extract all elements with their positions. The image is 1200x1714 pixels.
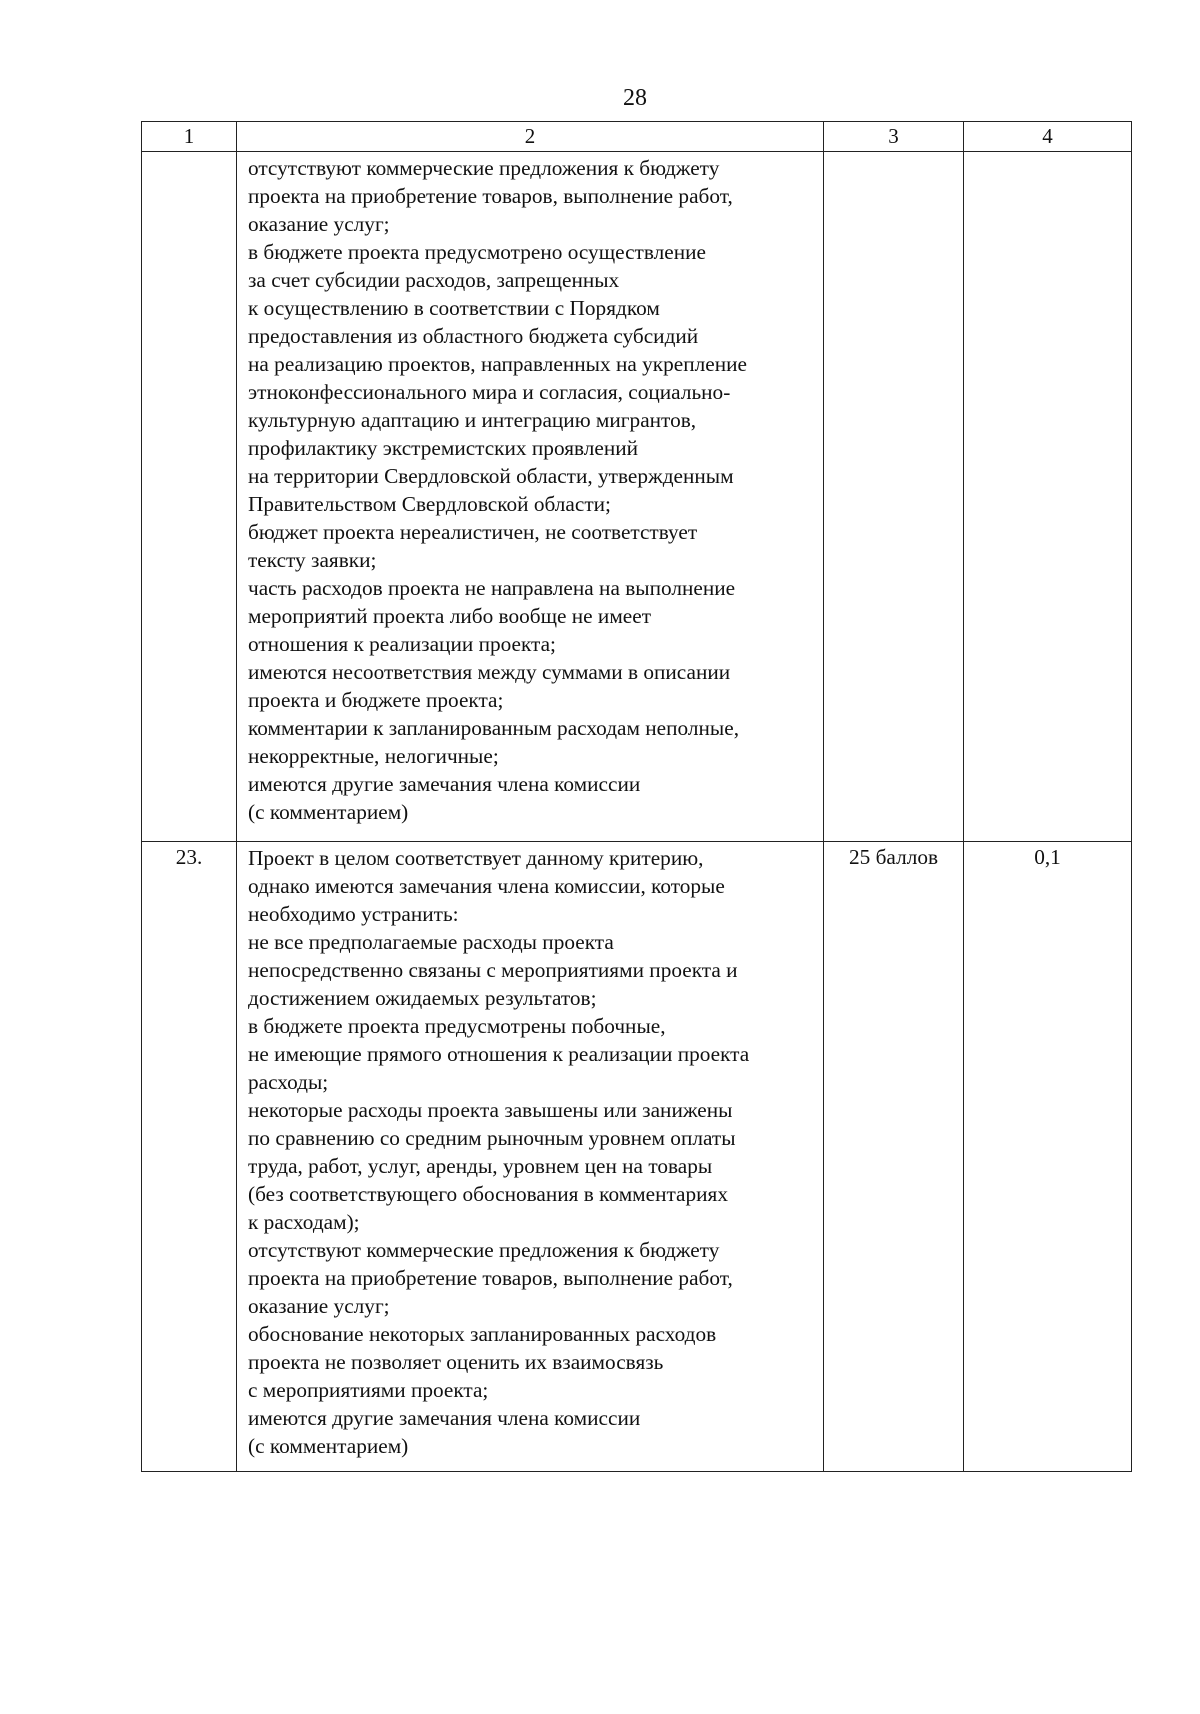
description-line: бюджет проекта нереалистичен, не соответствует — [248, 520, 698, 544]
description-line: мероприятий проекта либо вообще не имеет — [248, 604, 652, 628]
description-line: некорректные, нелогичные; — [248, 744, 499, 768]
description-line: на территории Свердловской области, утвержденным — [248, 464, 734, 488]
description-line: некоторые расходы проекта завышены или занижены — [248, 1098, 733, 1122]
row-number: 23. — [142, 842, 237, 1472]
page-number: 28 — [623, 85, 647, 111]
description-line: (с комментарием) — [248, 1434, 409, 1458]
description-line: по сравнению со средним рыночным уровнем оплаты — [248, 1126, 736, 1150]
description-line: в бюджете проекта предусмотрены побочные, — [248, 1014, 666, 1038]
description-line: проекта и бюджете проекта; — [248, 688, 504, 712]
description-line: оказание услуг; — [248, 1294, 390, 1318]
description-line: расходы; — [248, 1070, 329, 1094]
description-line: к расходам); — [248, 1210, 360, 1234]
description-line: за счет субсидии расходов, запрещенных — [248, 268, 620, 292]
description-line: обоснование некоторых запланированных расходов — [248, 1322, 717, 1346]
score-cell — [824, 152, 964, 842]
description-line: не имеющие прямого отношения к реализации проекта — [248, 1042, 750, 1066]
description-line: не все предполагаемые расходы проекта — [248, 930, 614, 954]
description-line: комментарии к запланированным расходам неполные, — [248, 716, 740, 740]
description-line: имеются несоответствия между суммами в описании — [248, 660, 731, 684]
description-line: этноконфессионального мира и согласия, социально- — [248, 380, 731, 404]
description-line: отношения к реализации проекта; — [248, 632, 556, 656]
criterion-description — [237, 842, 824, 1472]
description-line: с мероприятиями проекта; — [248, 1378, 489, 1402]
column-header: 3 — [824, 122, 964, 152]
description-line: однако имеются замечания члена комиссии, которые — [248, 874, 725, 898]
description-line: тексту заявки; — [248, 548, 377, 572]
description-line: проекта на приобретение товаров, выполнение работ, — [248, 184, 733, 208]
description-line: непосредственно связаны с мероприятиями проекта и — [248, 958, 738, 982]
description-line: часть расходов проекта не направлена на выполнение — [248, 576, 736, 600]
description-line: культурную адаптацию и интеграцию мигрантов, — [248, 408, 697, 432]
weight-cell: 0,1 — [964, 842, 1132, 1472]
description-line: проекта не позволяет оценить их взаимосвязь — [248, 1350, 664, 1374]
description-line: оказание услуг; — [248, 212, 390, 236]
description-line: к осуществлению в соответствии с Порядком — [248, 296, 660, 320]
weight-cell — [964, 152, 1132, 842]
column-header: 1 — [142, 122, 237, 152]
description-line: достижением ожидаемых результатов; — [248, 986, 597, 1010]
description-line: Правительством Свердловской области; — [248, 492, 611, 516]
criterion-description — [237, 152, 824, 842]
description-line: имеются другие замечания члена комиссии — [248, 1406, 641, 1430]
table-row — [142, 152, 1132, 842]
row-number — [142, 152, 237, 842]
description-line: труда, работ, услуг, аренды, уровнем цен на товары — [248, 1154, 713, 1178]
table-header-row — [142, 122, 1132, 152]
criteria-table — [141, 121, 1132, 1472]
description-line: необходимо устранить: — [248, 902, 459, 926]
table-row — [142, 842, 1132, 1472]
description-line: отсутствуют коммерческие предложения к бюджету — [248, 1238, 720, 1262]
description-line: профилактику экстремистских проявлений — [248, 436, 639, 460]
description-line: отсутствуют коммерческие предложения к бюджету — [248, 156, 720, 180]
description-line: Проект в целом соответствует данному критерию, — [248, 846, 704, 870]
description-line: в бюджете проекта предусмотрено осуществление — [248, 240, 706, 264]
description-line: имеются другие замечания члена комиссии — [248, 772, 641, 796]
column-header: 4 — [964, 122, 1132, 152]
score-cell: 25 баллов — [824, 842, 964, 1472]
description-line: (с комментарием) — [248, 800, 409, 824]
description-line: на реализацию проектов, направленных на укрепление — [248, 352, 747, 376]
description-line: проекта на приобретение товаров, выполнение работ, — [248, 1266, 733, 1290]
column-header: 2 — [237, 122, 824, 152]
description-line: предоставления из областного бюджета субсидий — [248, 324, 699, 348]
description-line: (без соответствующего обоснования в комментариях — [248, 1182, 729, 1206]
